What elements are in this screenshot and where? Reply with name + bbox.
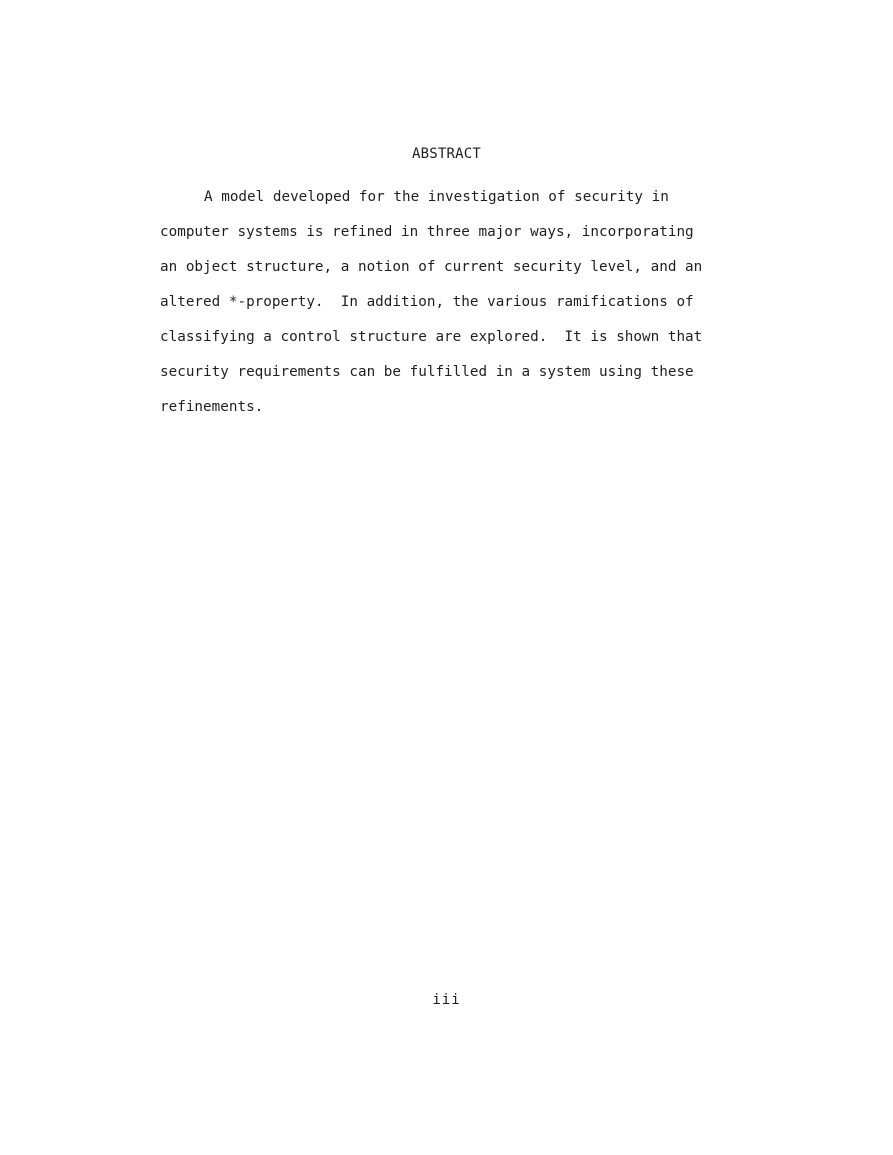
- paragraph-line: altered *-property. In addition, the various ramifications of: [160, 294, 694, 310]
- page-number: iii: [432, 992, 461, 1008]
- paragraph-line: an object structure, a notion of current security level, and an: [160, 259, 703, 275]
- paragraph-line: classifying a control structure are explored. It is shown that: [160, 329, 703, 345]
- paragraph-line: A model developed for the investigation of security in: [204, 189, 669, 205]
- paragraph-line: computer systems is refined in three major ways, incorporating: [160, 224, 694, 240]
- paragraph-line: security requirements can be fulfilled in a system using these: [160, 364, 694, 380]
- abstract-paragraph: [160, 180, 730, 425]
- paragraph-line: refinements.: [160, 399, 264, 415]
- abstract-heading: ABSTRACT: [411, 146, 482, 162]
